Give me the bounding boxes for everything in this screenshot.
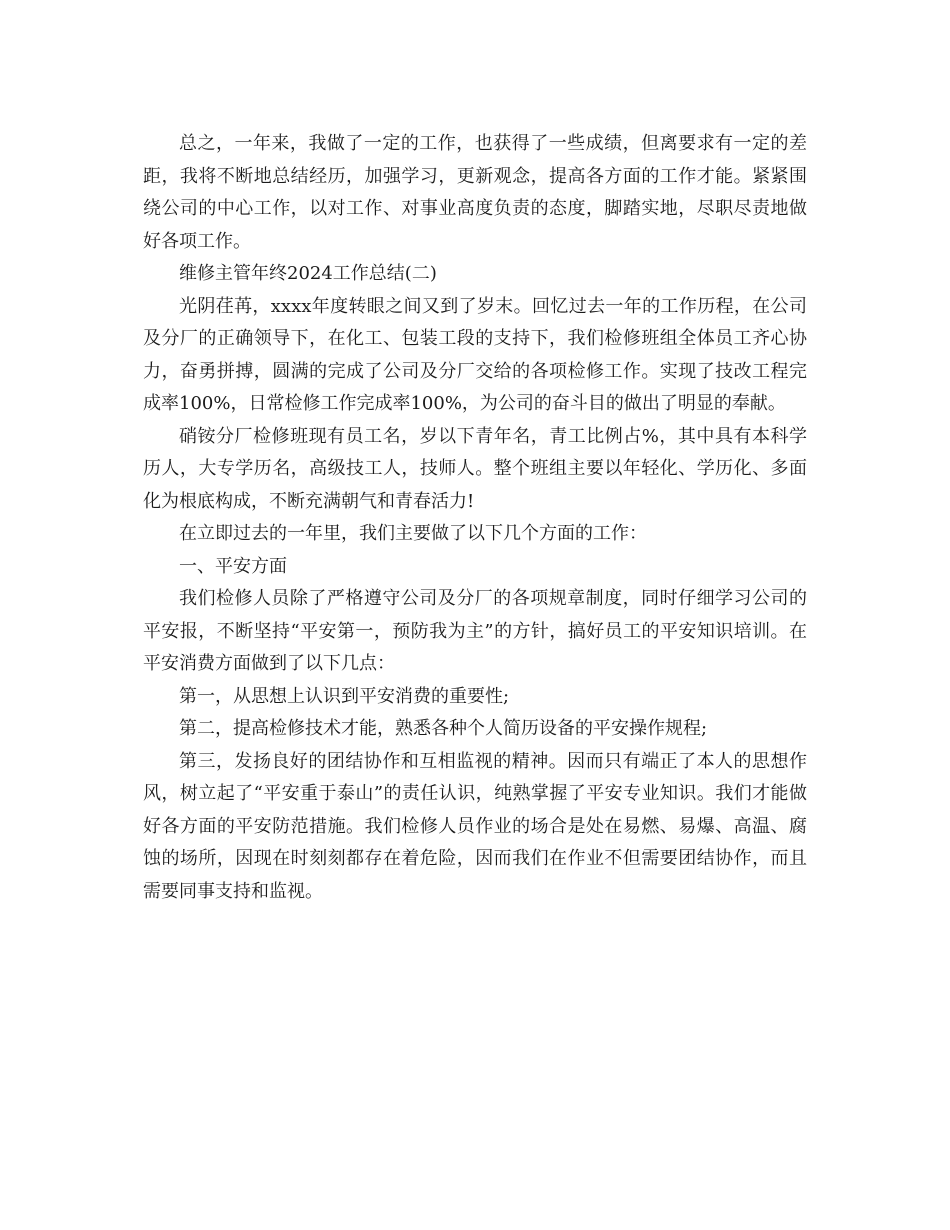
- list-item-third: 第三，发扬良好的团结协作和互相监视的精神。因而只有端正了本人的思想作风，树立起了“平安重于泰山”的责任认识，纯熟掌握了平安专业知识。我们才能做好各方面的平安防范措施。我们检修人员作业的场合是处在易燃、易爆、高温、腐蚀的场所，因现在时刻刻都存在着危险，因而我们在作业不但需要团结协作，而且需要同事支持和监视。: [143, 750, 807, 902]
- paragraph-summary: 总之，一年来，我做了一定的工作，也获得了一些成绩，但离要求有一定的差距，我将不断地总结经历，加强学习，更新观念，提高各方面的工作才能。紧紧围绕公司的中心工作，以对工作、对事业高度负责的态度，脚踏实地，尽职尽责地做好各项工作。: [143, 133, 807, 252]
- section-heading: 维修主管年终2024工作总结(二): [179, 263, 437, 284]
- paragraph-safety: 我们检修人员除了严格遵守公司及分厂的各项规章制度，同时仔细学习公司的平安报，不断坚持“平安第一，预防我为主”的方针，搞好员工的平安知识培训。在平安消费方面做到了以下几点：: [143, 588, 807, 674]
- document-page: [143, 128, 807, 908]
- paragraph-lead-in: 在立即过去的一年里，我们主要做了以下几个方面的工作：: [179, 523, 647, 544]
- subheading-safety: 一、平安方面: [179, 555, 287, 577]
- list-item-second: 第二，提高检修技术才能，熟悉各种个人简历设备的平安操作规程;: [179, 718, 708, 739]
- list-item-first: 第一，从思想上认识到平安消费的重要性;: [179, 685, 510, 707]
- paragraph-intro: 光阴荏苒，xxxx年度转眼之间又到了岁末。回忆过去一年的工作历程，在公司及分厂的正确领导下，在化工、包装工段的支持下，我们检修班组全体员工齐心协力，奋勇拼搏，圆满的完成了公司及分厂交给的各项检修工作。实现了技改工程完成率100%，日常检修工作完成率100%，为公司的奋斗目的做出了明显的奉献。: [143, 295, 807, 414]
- paragraph-team: 硝铵分厂检修班现有员工名，岁以下青年名，青工比例占%，其中具有本科学历人，大专学历名，高级技工人，技师人。整个班组主要以年轻化、学历化、多面化为根底构成，不断充满朝气和青春活力!: [143, 425, 807, 512]
